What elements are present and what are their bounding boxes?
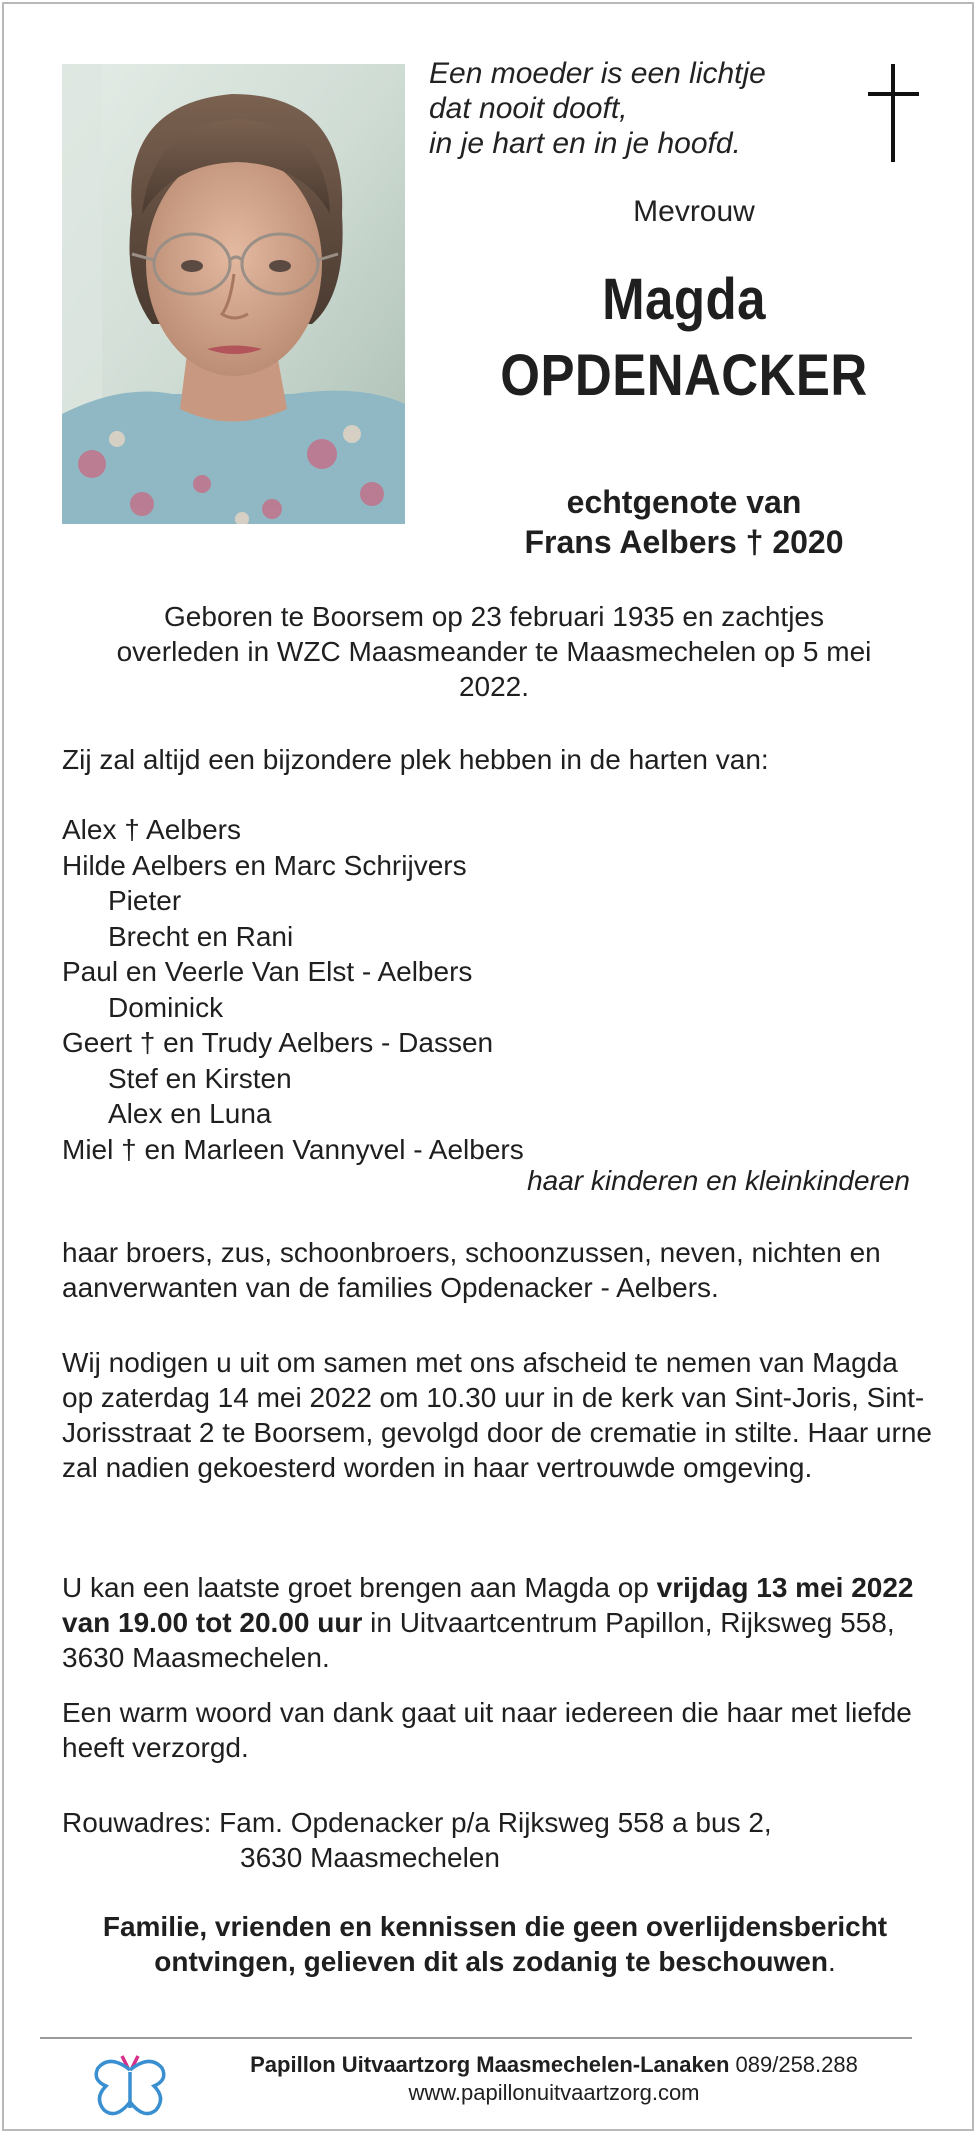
butterfly-logo-icon (90, 2046, 170, 2131)
list-item: Paul en Veerle Van Elst - Aelbers (62, 956, 473, 987)
list-item: Alex en Luna (108, 1098, 272, 1129)
list-item: Miel † en Marleen Vannyvel - Aelbers (62, 1133, 524, 1165)
footer-divider (40, 2037, 912, 2039)
poem-line: in je hart en in je hoofd. (429, 127, 741, 160)
salutation: Mevrouw (633, 195, 755, 228)
visit-date-time: vrijdag 13 mei 2022 van 19.00 tot 20.00 uur (62, 1572, 914, 1638)
poem (429, 56, 766, 161)
list-item: Dominick (108, 991, 224, 1023)
footer-company (184, 2051, 924, 2107)
family-signature: haar kinderen en kleinkinderen (527, 1165, 910, 1196)
relatives-text: haar broers, zus, schoonbroers, schoonzussen, neven, nichten en aanverwanten van de families Opdenacker - Aelbers. (62, 1237, 881, 1303)
address-line: Rouwadres: Fam. Opdenacker p/a Rijksweg 558 a bus 2, (62, 1807, 772, 1838)
farewell-text: Wij nodigen u uit om samen met ons afscheid te nemen van Magda op zaterdag 14 mei 2022 om 10.30 uur in de kerk van Sint-Joris, Sint-Jorisstraat 2 te Boorsem, gevolgd door de crematie in stilte. Haar urne zal nadien gekoesterd worden in haar vertrouwde omgeving. (62, 1347, 932, 1483)
last-name: OPDENACKER (500, 343, 868, 408)
poem-line: Een moeder is een lichtje (429, 57, 766, 90)
list-item: Stef en Kirsten (108, 1062, 292, 1094)
poem-line: dat nooit dooft, (429, 92, 628, 125)
notice-text (62, 1909, 928, 1979)
company-name: Papillon Uitvaartzorg Maasmechelen-Lanaken (250, 2052, 730, 2077)
company-website[interactable]: www.papillonuitvaartzorg.com (408, 2080, 700, 2105)
hearts-intro: Zij zal altijd een bijzondere plek hebben in de harten van: (62, 744, 769, 775)
first-name: Magda (602, 267, 766, 332)
company-phone[interactable]: 089/258.288 (735, 2052, 858, 2077)
address-block (62, 1805, 772, 1875)
visit-text (62, 1570, 932, 1675)
list-item: Brecht en Rani (108, 920, 294, 952)
spouse-block (444, 482, 924, 562)
spouse-name: Frans Aelbers † 2020 (524, 524, 844, 560)
notice-body: Familie, vrienden en kennissen die geen overlijdensbericht ontvingen, gelieven dit als zodanig te beschouwen (102, 1911, 888, 1977)
family-list (62, 812, 524, 1167)
visit-text-pre: U kan een laatste groet brengen aan Magda op (62, 1572, 657, 1603)
list-item: Pieter (108, 885, 182, 916)
obituary-card (2, 2, 974, 2131)
spouse-label: echtgenote van (566, 484, 802, 520)
list-item: Alex † Aelbers (62, 814, 241, 845)
visit-text-post: in Uitvaartcentrum Papillon, Rijksweg 558, 3630 Maasmechelen. (62, 1607, 895, 1673)
birth-death-text: Geboren te Boorsem op 23 februari 1935 en zachtjes overleden in WZC Maasmeander te Maasmechelen op 5 mei 2022. (116, 601, 872, 702)
list-item: Geert † en Trudy Aelbers - Dassen (62, 1027, 494, 1058)
notice-period: . (827, 1946, 836, 1977)
portrait-photo (62, 64, 405, 524)
cross-icon (864, 64, 924, 169)
list-item: Hilde Aelbers en Marc Schrijvers (62, 849, 467, 881)
thanks-text: Een warm woord van dank gaat uit naar iedereen die haar met liefde heeft verzorgd. (62, 1697, 912, 1763)
address-line: 3630 Maasmechelen (240, 1842, 500, 1873)
